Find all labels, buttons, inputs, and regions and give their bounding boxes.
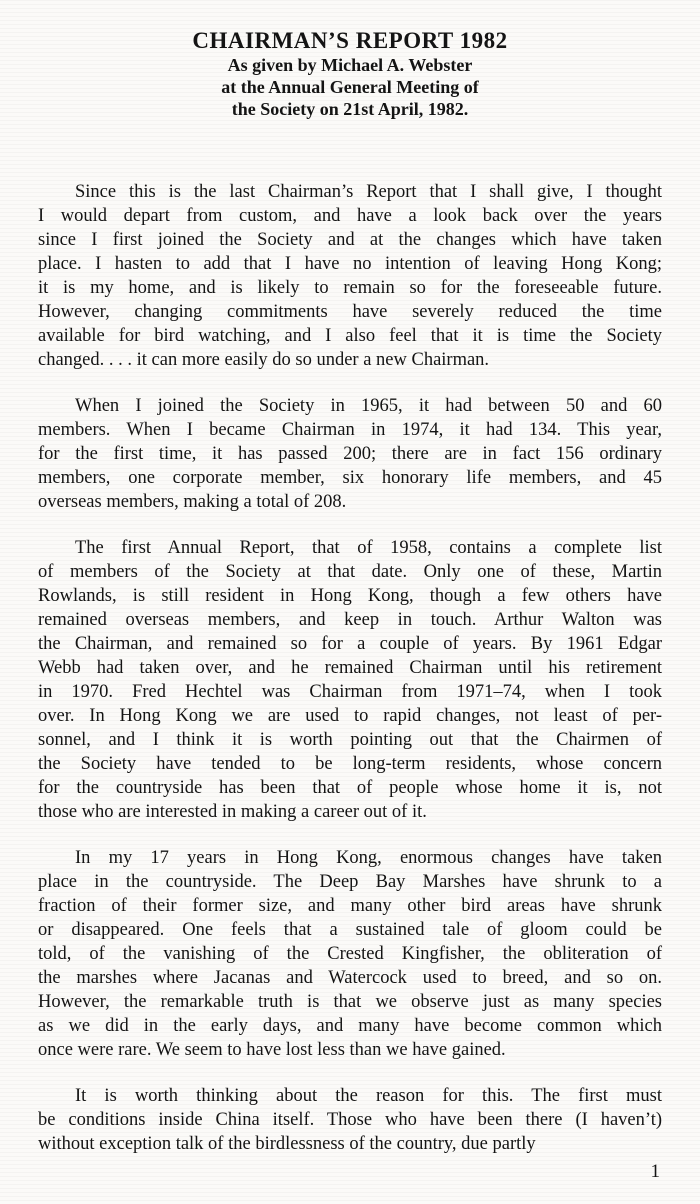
- text-line: for the first time, it has passed 200; there are in fact 156 ordinary: [38, 444, 662, 464]
- text-line: be conditions inside China itself. Those who have been there (I haven’t): [38, 1110, 662, 1130]
- text-line: However, the remarkable truth is that we observe just as many species: [38, 992, 662, 1012]
- text-line: Since this is the last Chairman’s Report that I shall give, I thought: [75, 182, 662, 202]
- text-line: members. When I became Chairman in 1974, it had 134. This year,: [38, 420, 662, 440]
- document-subtitle-line: the Society on 21st April, 1982.: [231, 99, 469, 119]
- text-line: Webb had taken over, and he remained Chairman until his retirement: [38, 658, 662, 678]
- text-line: or disappeared. One feels that a sustained tale of gloom could be: [38, 920, 662, 940]
- page-number: 1: [650, 1161, 660, 1182]
- text-line: since I first joined the Society and at the changes which have taken: [38, 230, 662, 250]
- text-line: place in the countryside. The Deep Bay Marshes have shrunk to a: [38, 872, 662, 892]
- text-line: those who are interested in making a career out of it.: [38, 802, 427, 822]
- text-line: once were rare. We seem to have lost less than we have gained.: [38, 1040, 506, 1060]
- text-line: I would depart from custom, and have a look back over the years: [38, 206, 662, 226]
- text-line: for the countryside has been that of people whose home it is, not: [38, 778, 662, 798]
- paragraph: [38, 846, 662, 1062]
- text-line: remained overseas members, and keep in touch. Arthur Walton was: [38, 610, 662, 630]
- document-title: CHAIRMAN’S REPORT 1982: [192, 28, 508, 53]
- text-line: the Chairman, and remained so for a couple of years. By 1961 Edgar: [38, 634, 662, 654]
- text-line: over. In Hong Kong we are used to rapid changes, not least of per-: [38, 706, 662, 726]
- text-line: The first Annual Report, that of 1958, contains a complete list: [75, 538, 662, 558]
- text-line: It is worth thinking about the reason for this. The first must: [75, 1086, 662, 1106]
- document-body: [38, 180, 662, 1156]
- text-line: in 1970. Fred Hechtel was Chairman from 1971–74, when I took: [38, 682, 662, 702]
- paragraph: [38, 394, 662, 514]
- text-line: sonnel, and I think it is worth pointing out that the Chairmen of: [38, 730, 662, 750]
- text-line: members, one corporate member, six honorary life members, and 45: [38, 468, 662, 488]
- text-line: When I joined the Society in 1965, it had between 50 and 60: [75, 396, 662, 416]
- text-line: However, changing commitments have severely reduced the time: [38, 302, 662, 322]
- text-line: of members of the Society at that date. Only one of these, Martin: [38, 562, 662, 582]
- text-line: In my 17 years in Hong Kong, enormous changes have taken: [75, 848, 662, 868]
- text-line: as we did in the early days, and many have become common which: [38, 1016, 662, 1036]
- text-line: fraction of their former size, and many other bird areas have shrunk: [38, 896, 662, 916]
- text-line: the Society have tended to be long-term residents, whose concern: [38, 754, 662, 774]
- text-line: without exception talk of the birdlessness of the country, due partly: [38, 1134, 536, 1154]
- text-line: it is my home, and is likely to remain so for the foreseeable future.: [38, 278, 662, 298]
- document-subtitle: [0, 54, 700, 120]
- text-line: told, of the vanishing of the Crested Kingfisher, the obliteration of: [38, 944, 662, 964]
- paragraph: [38, 180, 662, 372]
- paragraph: [38, 1084, 662, 1156]
- text-line: overseas members, making a total of 208.: [38, 492, 347, 512]
- text-line: changed. . . . it can more easily do so under a new Chairman.: [38, 350, 490, 370]
- document-header: [0, 0, 700, 120]
- text-line: available for bird watching, and I also feel that it is time the Society: [38, 326, 662, 346]
- document-subtitle-line: As given by Michael A. Webster: [227, 55, 473, 75]
- document-subtitle-line: at the Annual General Meeting of: [221, 77, 479, 97]
- text-line: place. I hasten to add that I have no intention of leaving Hong Kong;: [38, 254, 662, 274]
- text-line: Rowlands, is still resident in Hong Kong, though a few others have: [38, 586, 662, 606]
- paragraph: [38, 536, 662, 824]
- text-line: the marshes where Jacanas and Watercock used to breed, and so on.: [38, 968, 662, 988]
